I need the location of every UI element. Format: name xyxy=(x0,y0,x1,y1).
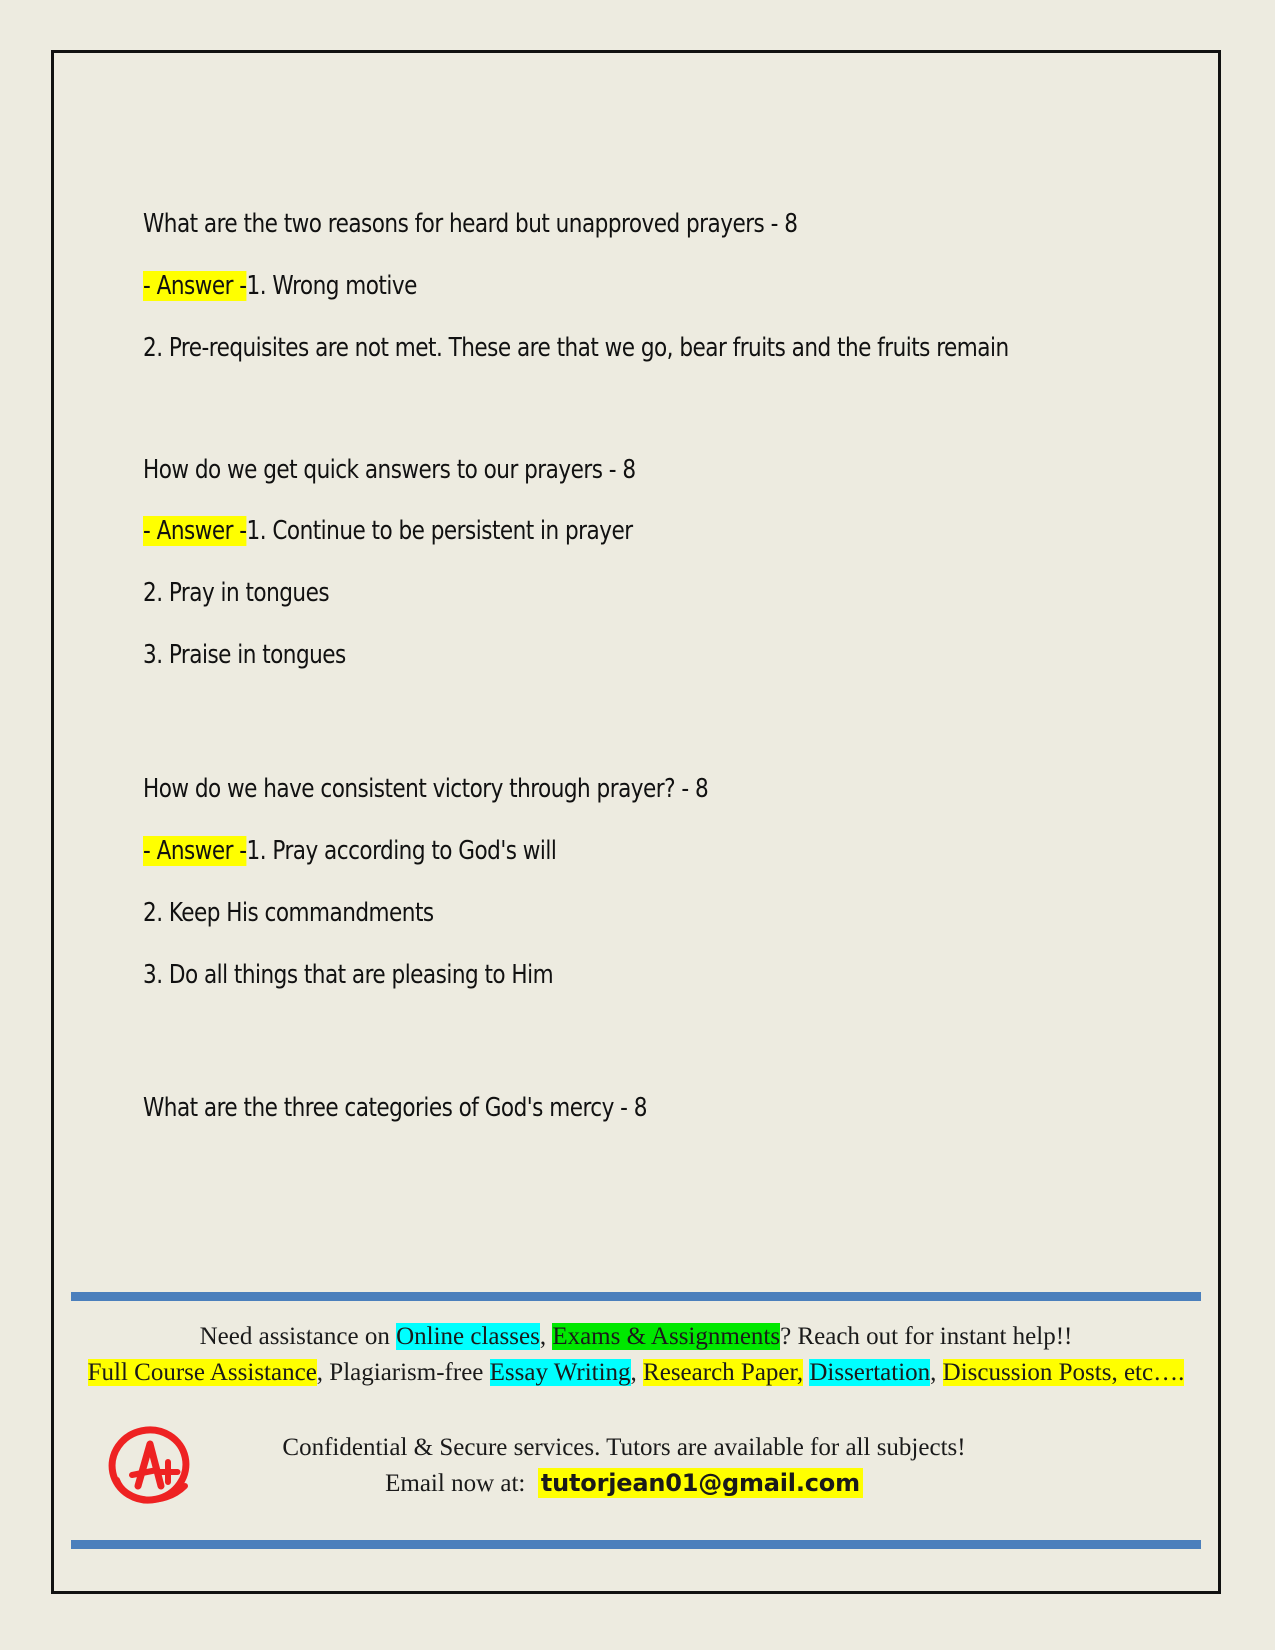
footer-highlight-dissertation: Dissertation xyxy=(809,1358,931,1386)
footer-email-label: Email now at: xyxy=(385,1470,526,1497)
answer-item: 2. Pray in tongues xyxy=(143,578,330,609)
footer-highlight-research-paper: Research Paper, xyxy=(643,1358,804,1386)
answer-item: 3. Praise in tongues xyxy=(143,640,346,671)
footer-text: , xyxy=(539,1323,553,1350)
answer-tag: - Answer - xyxy=(143,516,247,547)
footer-content xyxy=(54,1301,1218,1549)
block-spacer xyxy=(143,389,1093,449)
answer-item: 2. Keep His commandments xyxy=(143,897,434,928)
footer-highlight-essay-writing: Essay Writing xyxy=(489,1358,631,1386)
footer-text: , xyxy=(630,1358,644,1386)
answer-first-item: 1. Pray according to God's will xyxy=(246,835,557,866)
answer-item: 3. Do all things that are pleasing to Him xyxy=(143,959,554,990)
answer-tag: - Answer - xyxy=(143,270,247,301)
footer-services-line-1 xyxy=(54,1319,1218,1355)
footer-contact-row xyxy=(54,1418,1218,1514)
answer-line xyxy=(143,510,1036,554)
block-spacer xyxy=(143,1015,1093,1087)
footer-divider-top xyxy=(71,1292,1201,1301)
footer-divider-bottom xyxy=(71,1540,1201,1549)
footer-services-line-2 xyxy=(54,1355,1218,1391)
footer-highlight-full-course-assistance: Full Course Assistance xyxy=(87,1358,317,1386)
answer-item: 2. Pre-requisites are not met. These are that we go, bear fruits and the fruits remain xyxy=(143,332,1009,363)
footer-text: Need assistance on xyxy=(199,1323,397,1350)
question-text: How do we have consistent victory through prayer? - 8 xyxy=(143,774,709,805)
answer-tag: - Answer - xyxy=(143,835,247,866)
footer-confidential-line: Confidential & Secure services. Tutors are available for all subjects! xyxy=(282,1433,966,1461)
footer-highlight-discussion-posts: Discussion Posts, etc…. xyxy=(942,1358,1185,1386)
footer-contact-text xyxy=(244,1430,1004,1503)
promo-footer xyxy=(54,1292,1218,1549)
document-body xyxy=(143,203,1093,1149)
footer-text: , Plagiarism-free xyxy=(316,1358,490,1386)
a-plus-logo xyxy=(54,1418,244,1514)
document-page xyxy=(51,50,1221,1594)
question-text: What are the two reasons for heard but unapproved prayers - 8 xyxy=(143,209,798,239)
footer-text: , xyxy=(930,1358,943,1386)
answer-line xyxy=(143,265,1036,309)
question-text: How do we get quick answers to our prayers - 8 xyxy=(143,454,636,485)
footer-email-line xyxy=(244,1466,1004,1502)
footer-highlight-online-classes: Online classes xyxy=(396,1323,540,1350)
footer-text: ? Reach out for instant help!! xyxy=(780,1323,1073,1350)
answer-line xyxy=(143,830,1036,874)
footer-email-address[interactable]: tutorjean01@gmail.com xyxy=(538,1468,863,1498)
answer-first-item: 1. Continue to be persistent in prayer xyxy=(246,516,633,547)
footer-highlight-exams-assignments: Exams & Assignments xyxy=(552,1323,781,1350)
a-plus-grade-icon xyxy=(101,1418,197,1514)
answer-first-item: 1. Wrong motive xyxy=(246,270,417,301)
block-spacer xyxy=(143,696,1093,768)
question-text: What are the three categories of God's mercy - 8 xyxy=(143,1093,647,1124)
